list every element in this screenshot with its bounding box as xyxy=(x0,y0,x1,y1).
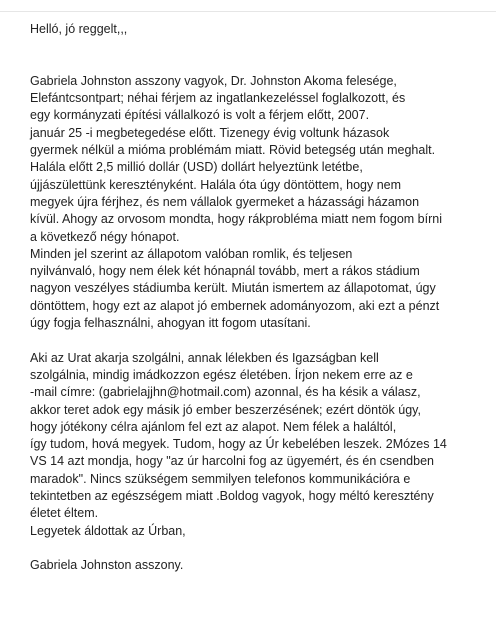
body-line: tekintetben az egészségem miatt .Boldog vagyok, hogy méltó keresztény xyxy=(30,489,434,504)
body-line: Aki az Urat akarja szolgálni, annak lélekben és Igazságban kell xyxy=(30,350,379,365)
body-line: január 25 -i megbetegedése előtt. Tizenegy évig voltunk házasok xyxy=(30,125,390,140)
body-line: Legyetek áldottak az Úrban, xyxy=(30,523,186,538)
body-line: megyek újra férjhez, és nem vállalok gyermeket a házassági házamon xyxy=(30,194,420,209)
body-line: maradok". Nincs szükségem semmilyen telefonos kommunikációra e xyxy=(30,471,411,486)
body-line: Halála előtt 2,5 millió dollár (USD) dollárt helyeztünk letétbe, xyxy=(30,160,363,175)
body-line: szolgálnia, mindig imádkozzon egész életében. Írjon nekem erre az e xyxy=(30,367,413,382)
blank-line xyxy=(30,56,492,73)
body-line: újjászülettünk keresztényként. Halála óta úgy döntöttem, hogy nem xyxy=(30,177,402,192)
paragraph-1 xyxy=(30,73,492,332)
body-line: egy kormányzati építési vállalkozó is volt a férjem előtt, 2007. xyxy=(30,108,370,123)
signature: Gabriela Johnston asszony. xyxy=(30,558,184,573)
body-line: nagyon veszélyes stádiumba került. Miután ismertem az állapotomat, úgy xyxy=(30,281,436,296)
body-line: hogy jótékony célra ajánlom fel ezt az alapot. Nem félek a haláltól, xyxy=(30,419,397,434)
body-line: Elefántcsontpart; néhai férjem az ingatlankezeléssel foglalkozott, és xyxy=(30,91,406,106)
body-line: akkor teret adok egy másik jó ember beszerzésének; ezért döntök úgy, xyxy=(30,402,421,417)
body-line: Minden jel szerint az állapotom valóban romlik, és teljesen xyxy=(30,246,353,261)
body-line: úgy fogja felhasználni, ahogyan itt fogom utasítani. xyxy=(30,316,311,331)
blank-line xyxy=(30,38,492,55)
blank-line xyxy=(30,332,492,349)
body-line: így tudom, hová megyek. Tudom, hogy az Úr kebelében leszek. 2Mózes 14 xyxy=(30,437,447,452)
body-line: döntöttem, hogy ezt az alapot jó embernek adományozom, aki ezt a pénzt xyxy=(30,298,440,313)
header-strip xyxy=(0,0,496,12)
body-line: kívül. Ahogy az orvosom mondta, hogy rákprobléma miatt nem fogom bírni xyxy=(30,212,442,227)
body-line: a következő négy hónapot. xyxy=(30,229,180,244)
body-line: gyermek nélkül a mióma problémám miatt. Rövid betegség után meghalt. xyxy=(30,143,436,158)
body-line: nyilvánvaló, hogy nem élek két hónapnál tovább, mert a rákos stádium xyxy=(30,264,420,279)
blank-line xyxy=(30,540,492,557)
body-line: Gabriela Johnston asszony vagyok, Dr. Johnston Akoma felesége, xyxy=(30,73,397,88)
paragraph-2 xyxy=(30,350,492,540)
email-body xyxy=(30,21,492,575)
greeting: Helló, jó reggelt,,, xyxy=(30,22,128,36)
body-line: -mail címre: (gabrielajjhn@hotmail.com) azonnal, és ha késik a válasz, xyxy=(30,385,421,400)
body-line: VS 14 azt mondja, hogy "az úr harcolni fog az ügyemért, és én csendben xyxy=(30,454,434,469)
body-line: életet éltem. xyxy=(30,506,99,521)
